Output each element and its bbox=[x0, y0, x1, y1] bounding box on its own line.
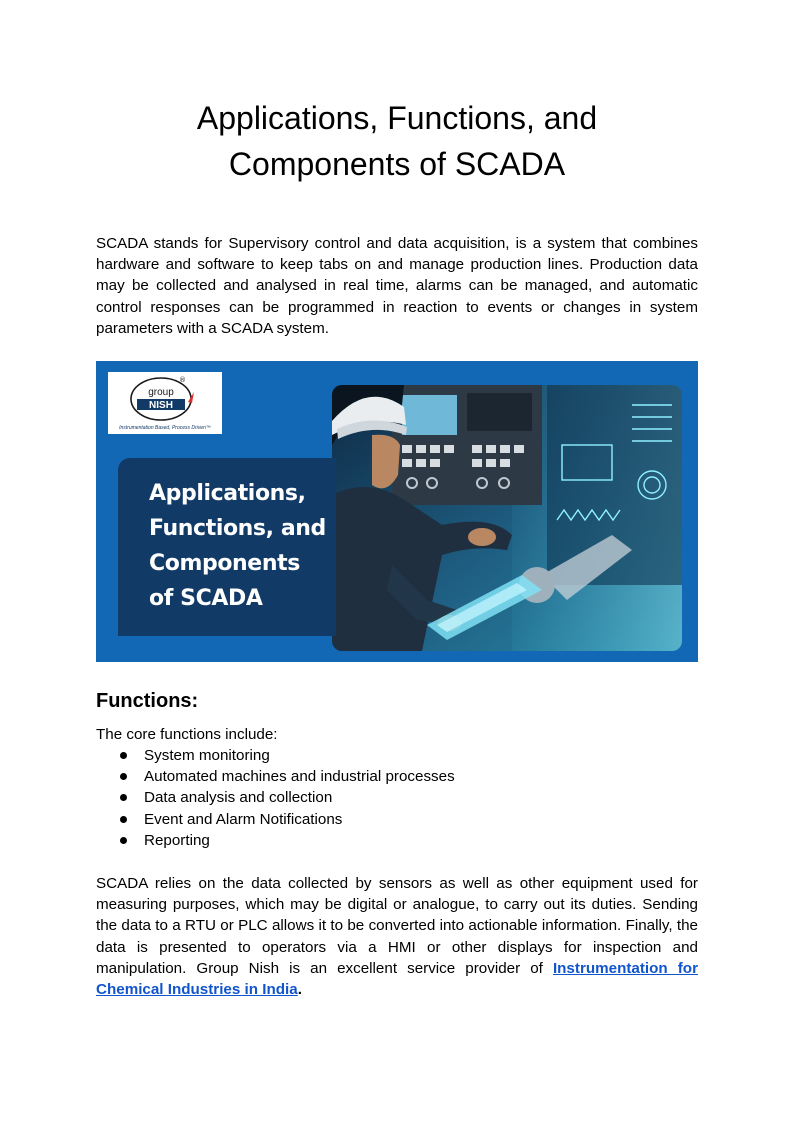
banner-title-line: of SCADA bbox=[149, 586, 263, 611]
list-item-text: Event and Alarm Notifications bbox=[144, 810, 343, 828]
scada-banner-image bbox=[96, 361, 698, 662]
banner-title bbox=[149, 476, 339, 616]
logo-registered-mark: ® bbox=[179, 376, 186, 384]
list-item bbox=[96, 809, 455, 830]
page-title-line-2: Components of SCADA bbox=[228, 146, 566, 182]
bullet-icon bbox=[120, 773, 127, 780]
group-nish-logo bbox=[108, 372, 222, 434]
bullet-icon bbox=[120, 752, 127, 759]
banner-title-panel bbox=[118, 458, 336, 636]
outro-paragraph bbox=[96, 873, 698, 1000]
logo-group-text: group bbox=[148, 387, 174, 398]
banner-title-line: Components bbox=[149, 551, 300, 576]
functions-lead: The core functions include: bbox=[96, 726, 278, 743]
list-item-text: System monitoring bbox=[144, 747, 270, 764]
bullet-icon bbox=[120, 816, 127, 823]
list-item bbox=[96, 830, 455, 851]
list-item bbox=[96, 766, 455, 787]
list-item-text: Reporting bbox=[144, 831, 210, 849]
logo-tagline: Instrumentation Based, Process Driven™ bbox=[119, 425, 211, 431]
bullet-icon bbox=[120, 794, 127, 801]
list-item bbox=[96, 745, 455, 766]
list-item-text: Automated machines and industrial processes bbox=[144, 768, 455, 786]
functions-heading: Functions: bbox=[96, 690, 199, 712]
instrumentation-link[interactable]: Instrumentation for Chemical Industries in India bbox=[96, 959, 698, 999]
banner-title-line: Functions, and bbox=[149, 516, 326, 541]
page-title bbox=[0, 95, 794, 187]
outro-text: SCADA relies on the data collected by sensors as well as other equipment used for measuring purposes, which may be digital or analogue, to carry out its duties. Sending the data to a RTU or PLC allows it to be converted into actionable information. Finally, the data is presented to operators via a HMI or other displays for inspection and manipulation. Group Nish is an excellent service provider of bbox=[96, 875, 698, 977]
functions-list bbox=[96, 745, 455, 851]
list-item bbox=[96, 787, 455, 808]
page-title-line-1: Applications, Functions, and bbox=[196, 100, 598, 136]
intro-paragraph: SCADA stands for Supervisory control and data acquisition, is a system that combines hardware and software to keep tabs on and manage production lines. Production data may be collected and analysed in real time, alarms can be managed, and automatic control responses can be programmed in reaction to events or changes in system parameters with a SCADA system. bbox=[96, 235, 698, 337]
outro-end: . bbox=[297, 981, 302, 999]
logo-brand-text: NISH bbox=[149, 400, 173, 411]
bullet-icon bbox=[120, 837, 127, 844]
engineer-control-panel-photo bbox=[332, 385, 682, 651]
banner-title-line: Applications, bbox=[149, 481, 306, 506]
list-item-text: Data analysis and collection bbox=[144, 789, 333, 807]
